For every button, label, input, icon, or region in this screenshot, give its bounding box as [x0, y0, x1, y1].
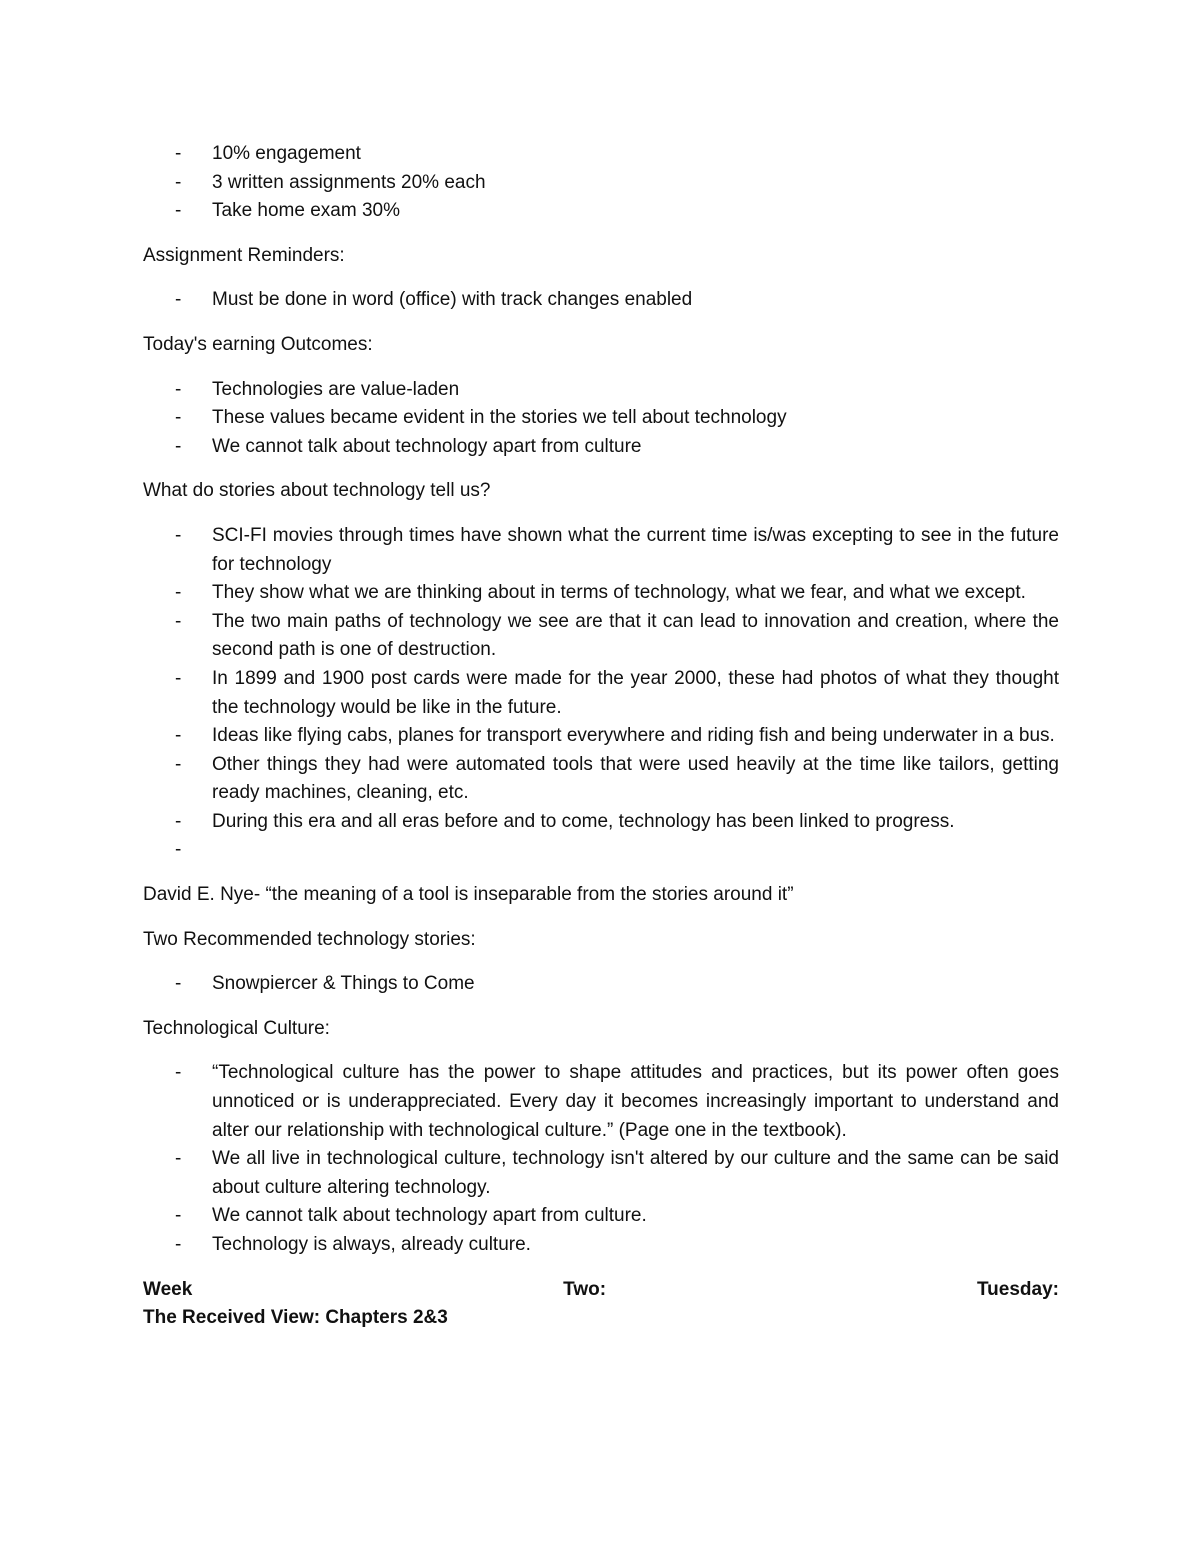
- section-title: The Received View: Chapters 2&3: [143, 1307, 448, 1329]
- outcomes-heading: Today's earning Outcomes:: [143, 333, 373, 355]
- culture-heading: Technological Culture:: [143, 1017, 330, 1039]
- list-item: - These values became evident in the stories we tell about technology: [143, 404, 1059, 433]
- list-item: - Must be done in word (office) with track changes enabled: [143, 286, 1059, 315]
- list-item: - We cannot talk about technology apart from culture: [143, 433, 1059, 462]
- list-item: - The two main paths of technology we see are that it can lead to innovation and creation, where the second path is one of destruction.: [143, 608, 1059, 665]
- list-item: - Take home exam 30%: [143, 197, 1059, 226]
- assignment-heading: Assignment Reminders:: [143, 244, 345, 266]
- list-item: - During this era and all eras before and to come, technology has been linked to progress.: [143, 808, 1059, 837]
- dash-bullet: -: [175, 810, 182, 832]
- list-item: - Technologies are value-laden: [143, 376, 1059, 405]
- dash-bullet: -: [175, 1205, 182, 1227]
- grading-list: [143, 140, 1059, 226]
- day-label: Tuesday:: [976, 1278, 1059, 1300]
- list-item: - In 1899 and 1900 post cards were made for the year 2000, these had photos of what they thought the technology would be like in the future.: [143, 665, 1059, 722]
- outcomes-list: [143, 376, 1059, 462]
- dash-bullet: -: [175, 289, 182, 311]
- culture-list: [143, 1059, 1059, 1259]
- list-item: - 3 written assignments 20% each: [143, 169, 1059, 198]
- dash-bullet: -: [175, 725, 182, 747]
- dash-bullet: -: [175, 143, 182, 164]
- dash-bullet: -: [175, 610, 182, 632]
- week-number-label: Two:: [563, 1278, 607, 1300]
- dash-bullet: -: [175, 407, 182, 429]
- dash-bullet: -: [175, 378, 182, 400]
- list-item: - Snowpiercer & Things to Come: [143, 970, 1059, 999]
- dash-bullet: -: [175, 973, 182, 995]
- stories-list: [143, 522, 1059, 865]
- dash-bullet: -: [175, 524, 182, 546]
- recommended-heading: Two Recommended technology stories:: [143, 928, 476, 950]
- dash-bullet: -: [175, 667, 182, 689]
- list-item: - “Technological culture has the power to shape attitudes and practices, but its power often goes unnoticed or is underappreciated. Every day it becomes increasingly important to understand and alter our relationship with technological culture.” (Page one in the textbook).: [143, 1059, 1059, 1145]
- dash-bullet: -: [175, 171, 182, 193]
- recommended-list: [143, 970, 1059, 999]
- list-item: - Other things they had were automated tools that were used heavily at the time like tailors, getting ready machines, cleaning, etc.: [143, 751, 1059, 808]
- stories-heading: What do stories about technology tell us?: [143, 480, 491, 502]
- dash-bullet: -: [175, 753, 182, 775]
- dash-bullet: -: [175, 1062, 182, 1084]
- document-page: [143, 140, 1059, 1333]
- dash-bullet: -: [175, 839, 182, 861]
- list-item: - Technology is always, already culture.: [143, 1231, 1059, 1260]
- week-heading-row: [143, 1276, 1059, 1305]
- dash-bullet: -: [175, 582, 182, 604]
- week-label: Week: [143, 1278, 193, 1300]
- assignment-list: [143, 286, 1059, 315]
- dash-bullet: -: [175, 435, 182, 457]
- list-item: - SCI-FI movies through times have shown what the current time is/was excepting to see in the future for technology: [143, 522, 1059, 579]
- dash-bullet: -: [175, 1234, 182, 1255]
- list-item: - We all live in technological culture, technology isn't altered by our culture and the same can be said about culture altering technology.: [143, 1145, 1059, 1202]
- empty-list-item: [143, 836, 1059, 865]
- list-item: - They show what we are thinking about in terms of technology, what we fear, and what we except.: [143, 579, 1059, 608]
- list-item: - 10% engagement: [143, 140, 1059, 169]
- list-item: - Ideas like flying cabs, planes for transport everywhere and riding fish and being underwater in a bus.: [143, 722, 1059, 751]
- nye-quote: David E. Nye- “the meaning of a tool is inseparable from the stories around it”: [143, 884, 794, 906]
- dash-bullet: -: [175, 1148, 182, 1170]
- list-item: - We cannot talk about technology apart from culture.: [143, 1202, 1059, 1231]
- dash-bullet: -: [175, 200, 182, 222]
